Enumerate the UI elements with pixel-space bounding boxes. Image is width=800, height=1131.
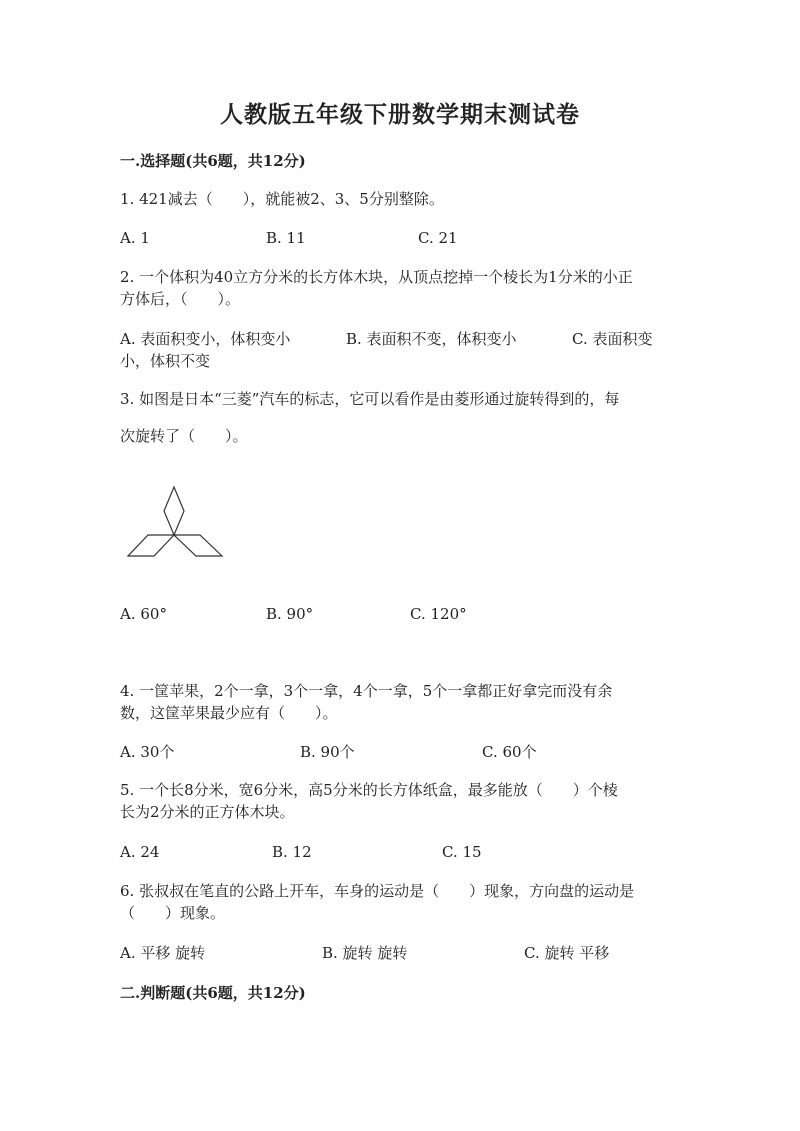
rhombus-right	[174, 535, 222, 556]
question-6-text-line-2: （ ）现象。	[120, 904, 226, 922]
question-3-option-a: A. 60°	[120, 605, 167, 623]
question-3-text-line-2: 次旋转了（ ）。	[120, 427, 248, 445]
question-6-text-line-1: 6. 张叔叔在笔直的公路上开车，车身的运动是（ ）现象，方向盘的运动是	[120, 882, 635, 900]
question-2-option-a: A. 表面积变小，体积变小	[120, 330, 291, 348]
question-1-option-a: A. 1	[120, 229, 150, 247]
question-2-option-c-continued: 小，体积不变	[120, 352, 211, 370]
question-5-option-b: B. 12	[272, 843, 312, 861]
question-3-text-line-1: 3. 如图是日本“三菱”汽车的标志，它可以看作是由菱形通过旋转得到的，每	[120, 390, 620, 408]
question-2-text-line-2: 方体后，（ ）。	[120, 290, 241, 308]
question-6-option-b: B. 旋转 旋转	[322, 944, 408, 962]
question-4-option-a: A. 30个	[120, 743, 175, 761]
rhombus-top	[164, 487, 184, 535]
question-1-option-b: B. 11	[266, 229, 306, 247]
question-1-option-c: C. 21	[418, 229, 458, 247]
rhombus-left	[128, 535, 174, 556]
question-5-option-a: A. 24	[120, 843, 160, 861]
question-3-option-c: C. 120°	[410, 605, 467, 623]
question-5-text-line-2: 长为2分米的正方体木块。	[120, 803, 295, 821]
question-5-text-line-1: 5. 一个长8分米，宽6分米，高5分米的长方体纸盒，最多能放（ ）个棱	[120, 781, 618, 799]
page-title: 人教版五年级下册数学期末测试卷	[220, 101, 580, 128]
section-heading-choice: 一.选择题(共6题，共12分)	[120, 152, 306, 170]
question-6-option-a: A. 平移 旋转	[120, 944, 206, 962]
question-4-option-c: C. 60个	[482, 743, 537, 761]
question-5-option-c: C. 15	[442, 843, 482, 861]
mitsubishi-logo-figure	[120, 480, 230, 565]
question-4-text-line-2: 数，这筐苹果最少应有（ ）。	[120, 704, 338, 722]
question-4-option-b: B. 90个	[300, 743, 355, 761]
question-2-text-line-1: 2. 一个体积为40立方分米的长方体木块，从顶点挖掉一个棱长为1分米的小正	[120, 268, 633, 286]
question-3-option-b: B. 90°	[266, 605, 314, 623]
question-1-text: 1. 421减去（ ），就能被2、3、5分别整除。	[120, 190, 444, 208]
question-2-option-b: B. 表面积不变，体积变小	[346, 330, 517, 348]
question-6-option-c: C. 旋转 平移	[524, 944, 610, 962]
section-heading-judgment: 二.判断题(共6题，共12分)	[120, 984, 306, 1002]
question-2-option-c: C. 表面积变	[572, 330, 653, 348]
question-4-text-line-1: 4. 一筐苹果，2个一拿，3个一拿，4个一拿，5个一拿都正好拿完而没有余	[120, 682, 613, 700]
